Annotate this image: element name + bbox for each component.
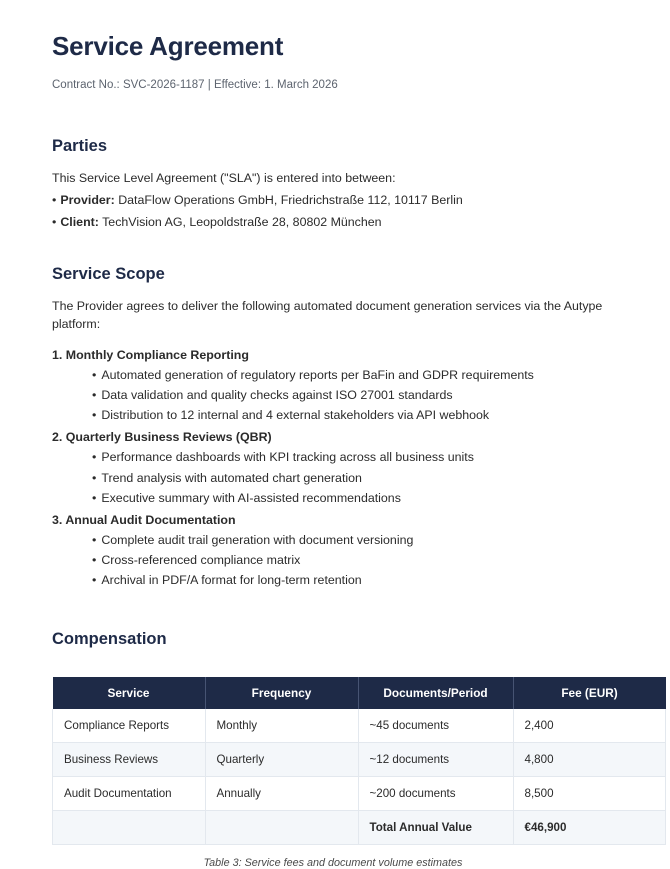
party-client-value: TechVision AG, Leopoldstraße 28, 80802 München — [102, 214, 382, 229]
list-item-text: Archival in PDF/A format for long-term retention — [101, 573, 362, 587]
list-item — [92, 385, 618, 405]
cell-service: Audit Documentation — [53, 776, 206, 810]
column-header-documents: Documents/Period — [358, 677, 513, 709]
list-item — [92, 530, 618, 550]
list-item-text: Cross-referenced compliance matrix — [101, 552, 301, 567]
list-item-text: Distribution to 12 internal and 4 external stakeholders via API webhook — [101, 408, 490, 423]
list-item-text: Data validation and quality checks against ISO 27001 standards — [101, 388, 453, 403]
party-client — [52, 213, 618, 232]
page-title: Service Agreement — [52, 31, 284, 61]
scope-item-number: 2. — [52, 430, 63, 445]
service-scope-list — [52, 345, 618, 590]
list-item-text: Complete audit trail generation with document versioning — [101, 532, 414, 547]
list-item — [92, 447, 618, 467]
cell-documents: ~12 documents — [358, 742, 513, 776]
list-item — [92, 468, 618, 488]
scope-item-heading — [52, 510, 618, 530]
table-caption: Table 3: Service fees and document volume estimates — [203, 856, 463, 869]
bullet-icon: • — [92, 408, 97, 423]
scope-item-heading — [52, 345, 618, 365]
scope-sub-list — [52, 447, 618, 507]
bullet-icon: • — [52, 192, 57, 207]
party-provider-label: Provider: — [60, 192, 115, 207]
bullet-icon: • — [92, 573, 97, 587]
list-item-text: Trend analysis with automated chart generation — [101, 470, 362, 485]
cell-empty-service — [53, 810, 206, 844]
table-row — [53, 742, 666, 776]
cell-frequency: Monthly — [205, 709, 358, 743]
party-provider-value: DataFlow Operations GmbH, Friedrichstraße 112, 10117 Berlin — [118, 192, 463, 207]
party-provider — [52, 191, 618, 210]
cell-empty-frequency — [205, 810, 358, 844]
scope-item — [52, 427, 618, 507]
cell-service: Compliance Reports — [53, 709, 206, 743]
list-item-text: Performance dashboards with KPI tracking across all business units — [101, 450, 474, 465]
scope-item-heading — [52, 427, 618, 447]
table-header-row — [53, 677, 666, 709]
cell-documents: ~200 documents — [358, 776, 513, 810]
column-header-service: Service — [53, 677, 206, 709]
list-item — [92, 405, 618, 425]
cell-frequency: Annually — [205, 776, 358, 810]
parties-intro: This Service Level Agreement ("SLA") is entered into between: — [52, 170, 396, 185]
list-item — [92, 570, 618, 590]
list-item — [92, 488, 618, 508]
bullet-icon: • — [92, 470, 97, 485]
section-heading-compensation: Compensation — [52, 630, 167, 649]
scope-item — [52, 510, 618, 590]
cell-frequency: Quarterly — [205, 742, 358, 776]
table-row — [53, 776, 666, 810]
bullet-icon: • — [92, 450, 97, 465]
service-scope-intro: The Provider agrees to deliver the following automated document generation services via the Autype platform: — [52, 299, 603, 331]
fee-table — [52, 677, 666, 845]
party-client-label: Client: — [60, 214, 99, 229]
bullet-icon: • — [92, 490, 97, 505]
list-item-text: Executive summary with AI-assisted recommendations — [101, 490, 401, 505]
table-row — [53, 709, 666, 743]
list-item-text: Automated generation of regulatory reports per BaFin and GDPR requirements — [101, 368, 534, 383]
bullet-icon: • — [92, 532, 97, 547]
cell-service: Business Reviews — [53, 742, 206, 776]
cell-fee: 8,500 — [513, 776, 666, 810]
table-row-total — [53, 810, 666, 844]
total-annual-value-amount: €46,900 — [513, 810, 666, 844]
fee-table-body — [53, 709, 666, 845]
scope-item-title: Annual Audit Documentation — [65, 512, 236, 527]
scope-item-number: 1. — [52, 347, 63, 362]
scope-item-title: Quarterly Business Reviews (QBR) — [65, 430, 272, 445]
cell-fee: 2,400 — [513, 709, 666, 743]
scope-sub-list — [52, 365, 618, 425]
section-heading-service-scope: Service Scope — [52, 265, 165, 284]
bullet-icon: • — [52, 214, 57, 229]
contract-meta-line: Contract No.: SVC-2026-1187 | Effective: 1. March 2026 — [52, 78, 338, 91]
scope-item — [52, 345, 618, 425]
bullet-icon: • — [92, 388, 97, 403]
fee-table-head — [53, 677, 666, 709]
scope-sub-list — [52, 530, 618, 590]
total-annual-value-label: Total Annual Value — [358, 810, 513, 844]
scope-item-number: 3. — [52, 512, 63, 527]
column-header-frequency: Frequency — [205, 677, 358, 709]
section-heading-parties: Parties — [52, 136, 108, 155]
cell-fee: 4,800 — [513, 742, 666, 776]
scope-item-title: Monthly Compliance Reporting — [65, 347, 249, 362]
cell-documents: ~45 documents — [358, 709, 513, 743]
list-item — [92, 365, 618, 385]
column-header-fee: Fee (EUR) — [513, 677, 666, 709]
bullet-icon: • — [92, 552, 97, 567]
list-item — [92, 550, 618, 570]
bullet-icon: • — [92, 368, 97, 383]
